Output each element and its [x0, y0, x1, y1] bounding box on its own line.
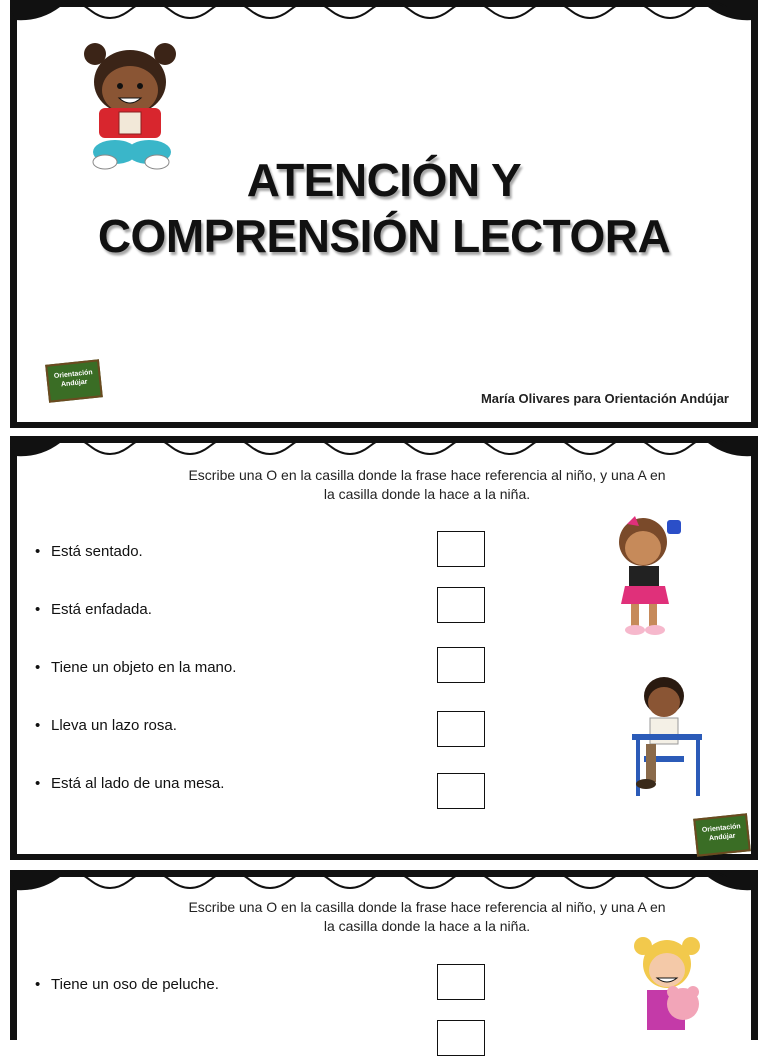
orientacion-andujar-logo: Orientación Andújar	[45, 359, 103, 402]
decorative-top-border	[10, 0, 758, 26]
decorative-top-border	[10, 870, 758, 896]
answer-box[interactable]	[437, 773, 485, 809]
decorative-top-border	[10, 436, 758, 462]
orientacion-andujar-logo: Orientación Andújar	[693, 813, 751, 856]
worksheet-page-1	[10, 436, 758, 860]
list-item: • Lleva un lazo rosa.	[35, 717, 177, 734]
author-credit: María Olivares para Orientación Andújar	[480, 391, 729, 406]
worksheet-page-2	[10, 870, 758, 1040]
girl-with-teddy-illustration	[625, 934, 715, 1034]
list-item: • Tiene un objeto en la mano.	[35, 659, 237, 676]
answer-box[interactable]	[437, 531, 485, 567]
cover-title	[17, 152, 751, 264]
answer-box[interactable]	[437, 1020, 485, 1056]
answer-box[interactable]	[437, 711, 485, 747]
answer-box[interactable]	[437, 587, 485, 623]
instructions: Escribe una O en la casilla donde la frase hace referencia al niño, y una A en la casilla donde la hace a la niña.	[188, 467, 666, 502]
list-item: • Está al lado de una mesa.	[35, 775, 225, 792]
list-item: • Está sentado.	[35, 543, 143, 560]
list-item: • Tiene un oso de peluche.	[35, 976, 219, 993]
title-line-2: COMPRENSIÓN LECTORA	[97, 210, 671, 262]
answer-box[interactable]	[437, 647, 485, 683]
title-line-1: ATENCIÓN Y	[246, 154, 522, 206]
seated-boy-illustration	[622, 676, 707, 801]
girl-illustration	[607, 516, 687, 646]
instructions: Escribe una O en la casilla donde la frase hace referencia al niño, y una A en la casilla donde la hace a la niña.	[188, 899, 666, 934]
cover-page	[10, 0, 758, 428]
list-item: • Está enfadada.	[35, 601, 152, 618]
answer-box[interactable]	[437, 964, 485, 1000]
